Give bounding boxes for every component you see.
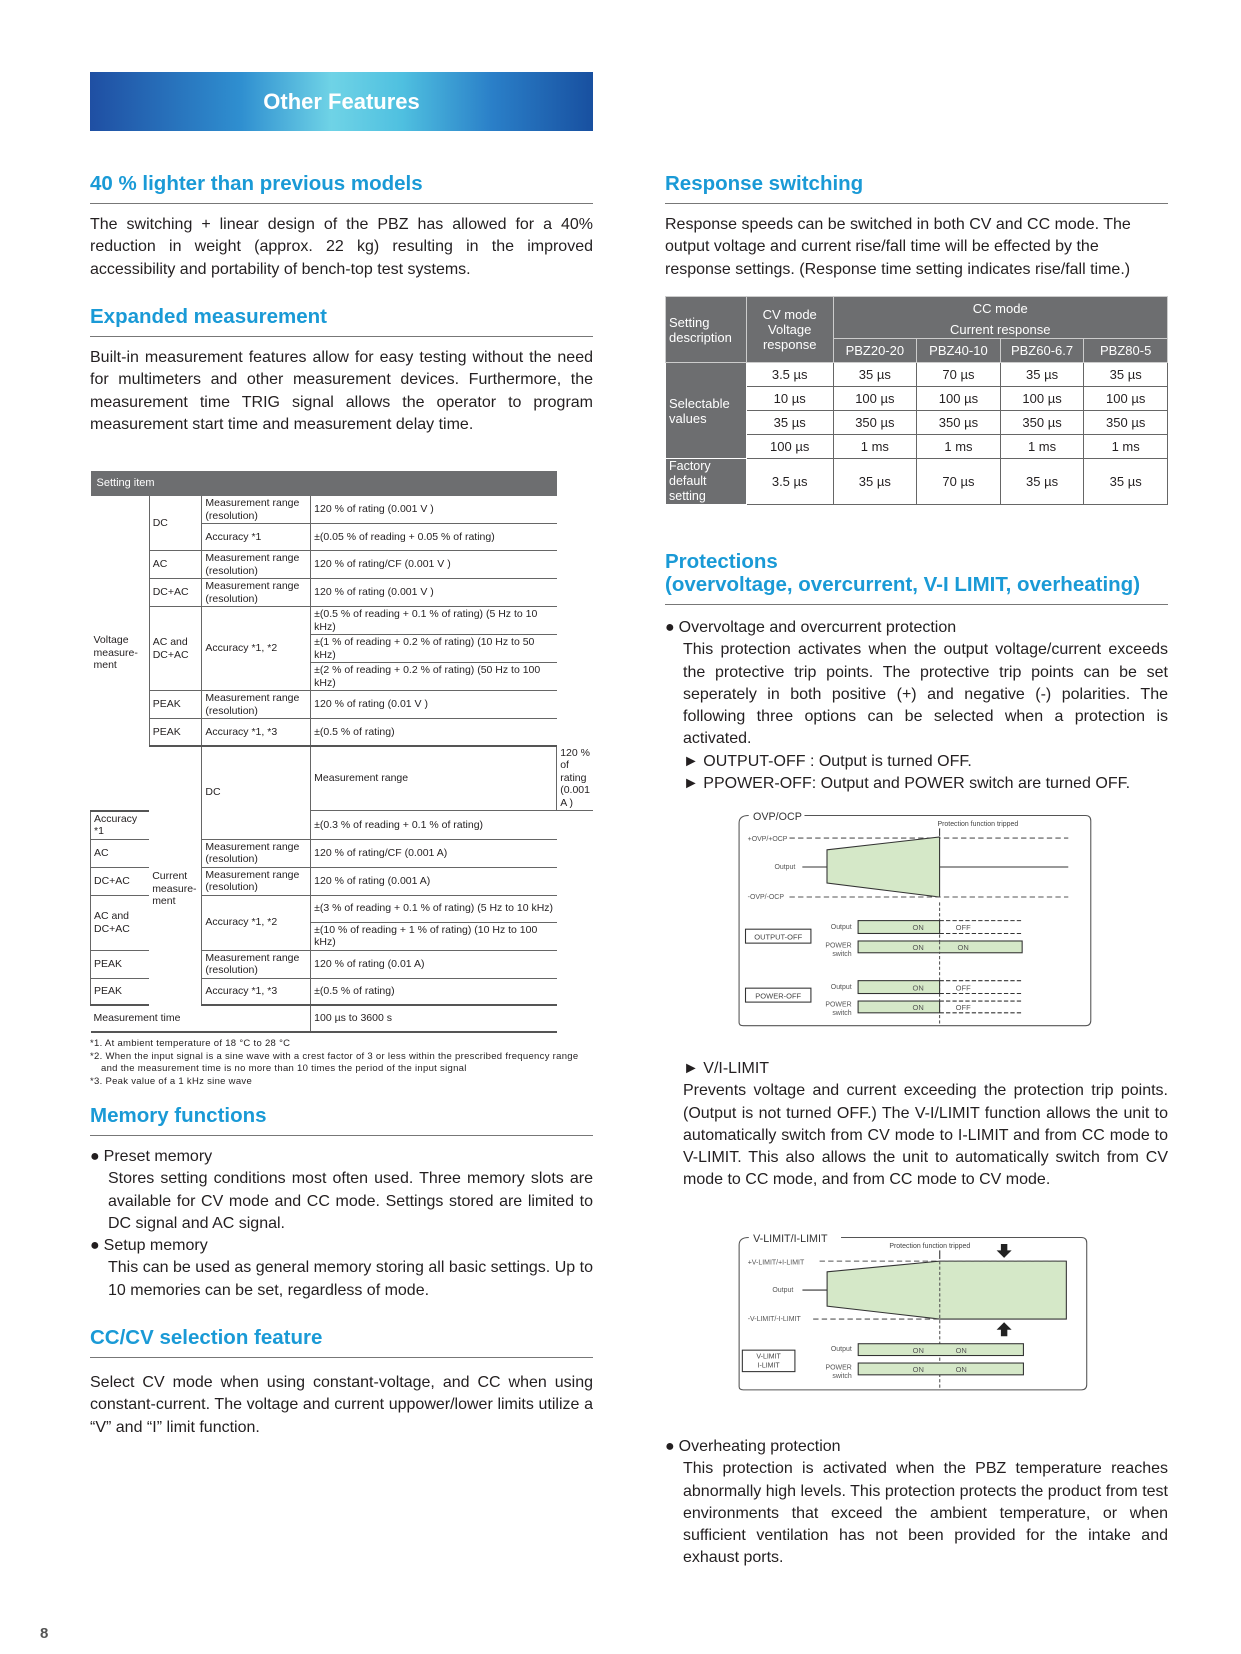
- cell: 120 % of rating (0.001 V ): [311, 496, 557, 524]
- row-label: Output: [830, 924, 852, 932]
- cell: ±(3 % of reading + 0.1 % of rating) (5 Hz to 10 kHz): [311, 895, 557, 922]
- ovp-ocp-diagram: [738, 808, 1094, 1030]
- cell: Measurement range (resolution): [202, 551, 311, 579]
- cell: PBZ40-10: [917, 339, 1001, 363]
- cell: 35 µs: [1084, 363, 1168, 387]
- bullet-text: This can be used as general memory storing all basic settings. Up to 10 memories can be set, regardless of mode.: [108, 1259, 593, 1299]
- cell: 100 µs to 3600 s: [311, 1005, 557, 1032]
- cell: ±(1 % of reading + 0.2 % of rating) (10 Hz to 50 kHz): [311, 635, 557, 663]
- heading-line: (overvoltage, overcurrent, V-I LIMIT, overheating): [665, 573, 1141, 596]
- cell: 35 µs: [1000, 459, 1084, 505]
- cell: 100 µs: [833, 387, 917, 411]
- cell: PBZ60-6.7: [1000, 339, 1084, 363]
- cell: Measurement range (resolution): [202, 839, 311, 867]
- cell: 3.5 µs: [746, 459, 833, 505]
- cell: 35 µs: [746, 411, 833, 435]
- cell: [746, 297, 833, 363]
- cell: ±(0.5 % of rating): [311, 719, 557, 746]
- bullet-icon: ●: [665, 619, 675, 636]
- mode-label: I-LIMIT: [757, 1362, 780, 1370]
- cell: ±(2 % of reading + 0.2 % of rating) (50 Hz to 100 kHz): [311, 663, 557, 691]
- cell: PEAK: [149, 691, 202, 719]
- cell: 120 % of rating (0.01 V ): [311, 691, 557, 719]
- cell: 350 µs: [833, 411, 917, 435]
- output-label: Output: [772, 1287, 794, 1295]
- bullet-text: This protection is activated when the PBZ temperature reaches abnormally high levels. This protection protects the product from test environments that exceed the ambient temperature, or when sufficient ventilation has not been provided for the intake and exhaust ports.: [683, 1460, 1168, 1567]
- state-on: ON: [957, 943, 969, 953]
- heading-response: Response switching: [665, 172, 1168, 204]
- row-label: switch: [832, 950, 852, 958]
- cell: 120 % of rating/CF (0.001 A): [311, 839, 557, 867]
- cell: Factory default setting: [666, 459, 747, 505]
- heading-memory: Memory functions: [90, 1104, 593, 1136]
- cell: Accuracy *1, *2: [202, 895, 311, 950]
- output-waveform: [827, 1261, 1066, 1319]
- cell: Accuracy *1, *2: [202, 607, 311, 691]
- cell: DC: [202, 746, 311, 840]
- vi-limit-text: Prevents voltage and current exceeding the protection trip points. (Output is not turned OFF.) The V-I/LIMIT function allows the unit to automatically switch from CV mode to I-LIMIT and from CC mode to V-LIMIT. This also allows the unit to automatically switch from CV mode to CC mode, and from CC mode to CV mode.: [683, 1082, 1168, 1189]
- heading-protections: [665, 550, 1168, 605]
- cell: CC mode: [833, 297, 1167, 321]
- heading-expanded: Expanded measurement: [90, 305, 593, 337]
- cell: PEAK: [91, 950, 150, 978]
- cell: 350 µs: [1084, 411, 1168, 435]
- row-label: Output: [830, 984, 852, 992]
- cell: 120 % of rating (0.001 A ): [557, 746, 593, 811]
- heading-cccv: CC/CV selection feature: [90, 1326, 593, 1358]
- state-off: OFF: [955, 1003, 971, 1013]
- cell: AC: [91, 839, 150, 867]
- vi-limit-diagram: [738, 1230, 1090, 1392]
- footnote: *2. When the input signal is a sine wave with a crest factor of 3 or less within the prescribed frequency range and the measurement time is no more than 10 times the period of the input signal: [90, 1050, 579, 1074]
- cell: 70 µs: [917, 363, 1001, 387]
- cell: 100 µs: [746, 435, 833, 459]
- option-power-off: ► PPOWER-OFF: Output and POWER switch are turned OFF.: [683, 775, 1131, 793]
- vi-limit-title: ► V/I-LIMIT: [683, 1060, 770, 1077]
- diagram-title: V-LIMIT/I-LIMIT: [753, 1232, 828, 1245]
- state-on: ON: [912, 1365, 924, 1375]
- state-on: ON: [912, 983, 924, 993]
- cell: 120 % of rating/CF (0.001 V ): [311, 551, 557, 579]
- bullet-icon: ●: [665, 1438, 675, 1455]
- cell: 1 ms: [833, 435, 917, 459]
- row-label: switch: [832, 1009, 852, 1017]
- cell: 70 µs: [917, 459, 1001, 505]
- arrow-up-icon: [997, 1322, 1012, 1336]
- cell: PBZ20-20: [833, 339, 917, 363]
- cell: Setting description: [666, 297, 747, 363]
- table-header: Setting item: [91, 471, 557, 496]
- cell: 1 ms: [1084, 435, 1168, 459]
- section-overheating: [665, 1436, 1168, 1570]
- row-label: POWER: [825, 1364, 852, 1372]
- cell: Current response: [833, 321, 1167, 339]
- cell: ±(0.05 % of reading + 0.05 % of rating): [311, 524, 557, 551]
- cell: Accuracy *1, *3: [202, 978, 311, 1005]
- bullet-title: Preset memory: [103, 1148, 213, 1165]
- row-label: switch: [832, 1373, 852, 1381]
- state-on: ON: [912, 1003, 924, 1013]
- table-row: [666, 363, 1168, 387]
- footnote: *1. At ambient temperature of 18 °C to 28 °C: [90, 1038, 291, 1049]
- bullet-title: Overheating protection: [678, 1438, 841, 1455]
- bullet-title: Overvoltage and overcurrent protection: [678, 619, 957, 636]
- state-on: ON: [912, 923, 924, 933]
- cell: Measurement range (resolution): [202, 867, 311, 895]
- cell: 35 µs: [833, 363, 917, 387]
- cell: 120 % of rating (0.001 A): [311, 867, 557, 895]
- memory-body: [90, 1146, 593, 1302]
- text-cccv: Select CV mode when using constant-voltage, and CC when using constant-current. The voltage and current uppower/lower limits utilize a “V” and “I” limit function.: [90, 1374, 593, 1436]
- state-off: OFF: [955, 923, 971, 933]
- option-output-off: ► OUTPUT-OFF : Output is turned OFF.: [683, 752, 972, 770]
- cell: 35 µs: [833, 459, 917, 505]
- row-label: Output: [830, 1346, 852, 1354]
- cell: Measurement range: [311, 746, 557, 811]
- mode-power-off: POWER-OFF: [755, 991, 802, 1001]
- footnotes: [90, 1038, 593, 1088]
- cell: AC and DC+AC: [149, 607, 202, 691]
- tripped-label: Protection function tripped: [889, 1243, 971, 1251]
- cell: Measurement range (resolution): [202, 496, 311, 524]
- cell: PEAK: [91, 978, 150, 1005]
- cell: Measurement time: [91, 1005, 311, 1032]
- section-response: [665, 172, 1168, 281]
- mode-output-off: OUTPUT-OFF: [754, 932, 803, 942]
- section-lighter: [90, 172, 593, 281]
- page-number: 8: [40, 1625, 49, 1642]
- diagram-title: OVP/OCP: [753, 810, 802, 823]
- text-response: Response speeds can be switched in both CV and CC mode. The output voltage and current rise/fall time will be effected by the response settings. (Response time setting indicates rise/fall time.): [665, 216, 1131, 278]
- section-memory: [90, 1104, 593, 1302]
- arrow-down-icon: [997, 1244, 1012, 1258]
- row-group-label: Voltage measure-ment: [91, 496, 150, 811]
- cell: 100 µs: [1000, 387, 1084, 411]
- cell: 35 µs: [1084, 459, 1168, 505]
- cell: 10 µs: [746, 387, 833, 411]
- state-off: OFF: [955, 983, 971, 993]
- output-label: Output: [774, 864, 796, 872]
- cell: Accuracy *1: [202, 524, 311, 551]
- output-waveform: [827, 837, 940, 897]
- voltage-response-label: Voltage response: [762, 322, 817, 352]
- row-group-label: Current measure-ment: [149, 746, 202, 1033]
- plus-limit-label: +OVP/+OCP: [747, 836, 788, 844]
- cell: Measurement range (resolution): [202, 579, 311, 607]
- section-banner: Other Features: [90, 72, 593, 131]
- cell: AC and DC+AC: [91, 895, 150, 950]
- heading-line: Protections: [665, 550, 778, 573]
- cell: Accuracy *1, *3: [202, 719, 311, 746]
- cell: PEAK: [149, 719, 202, 746]
- section-protections: [665, 550, 1168, 795]
- cell: DC: [149, 496, 202, 551]
- cell: Measurement range (resolution): [202, 691, 311, 719]
- bullet-title: Setup memory: [103, 1237, 208, 1255]
- bullet-text: Stores setting conditions most often used. Three memory slots are available for CV mode and CC mode. Settings stored are limited to DC signal and AC signal.: [108, 1170, 593, 1232]
- cell: 1 ms: [917, 435, 1001, 459]
- state-on: ON: [955, 1345, 967, 1355]
- section-cccv: [90, 1326, 593, 1439]
- minus-limit-label: -V-LIMIT/-I-LIMIT: [747, 1316, 801, 1324]
- cell: PBZ80-5: [1084, 339, 1168, 363]
- response-table: [665, 296, 1168, 505]
- cell: Accuracy *1: [91, 811, 150, 840]
- footnote: *3. Peak value of a 1 kHz sine wave: [90, 1075, 253, 1087]
- row-label: POWER: [825, 1001, 852, 1009]
- cell: ±(0.5 % of rating): [311, 978, 557, 1005]
- bullet-icon: ●: [90, 1237, 100, 1255]
- cell: 350 µs: [917, 411, 1001, 435]
- state-on: ON: [955, 1365, 967, 1375]
- tripped-label: Protection function tripped: [937, 821, 1019, 829]
- state-on: ON: [912, 943, 924, 953]
- cell: 120 % of rating (0.01 A): [311, 950, 557, 978]
- cell: 350 µs: [1000, 411, 1084, 435]
- cell: ±(10 % of reading + 1 % of rating) (10 Hz to 100 kHz): [311, 922, 557, 950]
- bullet-text: This protection activates when the output voltage/current exceeds the protective trip points. The protective trip points can be set seperately in both positive (+) and negative (-) polarities. The following three options can be selected when a protection is activated.: [683, 641, 1168, 748]
- cell: Selectable values: [666, 363, 747, 459]
- bullet-icon: ●: [90, 1148, 100, 1165]
- cell: ±(0.5 % of reading + 0.1 % of rating) (5 Hz to 10 kHz): [311, 607, 557, 635]
- state-on: ON: [912, 1345, 924, 1355]
- cell: 120 % of rating (0.001 V ): [311, 579, 557, 607]
- mode-label: V-LIMIT: [756, 1353, 781, 1361]
- cell: 35 µs: [1000, 363, 1084, 387]
- cv-mode-label: CV mode: [762, 307, 817, 322]
- measurement-table: [90, 471, 593, 1088]
- section-expanded: [90, 305, 593, 436]
- cell: 1 ms: [1000, 435, 1084, 459]
- cell: 100 µs: [917, 387, 1001, 411]
- text-expanded: Built-in measurement features allow for easy testing without the need for multimeters and other measurement devices. Furthermore, the measurement time TRIG signal allows the operator to program measurement start time and measurement delay time.: [90, 349, 593, 433]
- section-vi-limit: [665, 1058, 1168, 1192]
- cell: 3.5 µs: [746, 363, 833, 387]
- heading-lighter: 40 % lighter than previous models: [90, 172, 593, 204]
- text-lighter: The switching + linear design of the PBZ has allowed for a 40% reduction in weight (approx. 22 kg) resulting in the improved accessibility and portability of bench-top test systems.: [90, 216, 593, 278]
- plus-limit-label: +V-LIMIT/+I-LIMIT: [747, 1259, 805, 1267]
- cell: DC+AC: [149, 579, 202, 607]
- cell: DC+AC: [91, 867, 150, 895]
- cell: 100 µs: [1084, 387, 1168, 411]
- cell: ±(0.3 % of reading + 0.1 % of rating): [311, 811, 557, 840]
- protections-body: [665, 617, 1168, 795]
- row-label: POWER: [825, 942, 852, 950]
- cell: Measurement range (resolution): [202, 950, 311, 978]
- minus-limit-label: -OVP/-OCP: [747, 894, 784, 902]
- cell: AC: [149, 551, 202, 579]
